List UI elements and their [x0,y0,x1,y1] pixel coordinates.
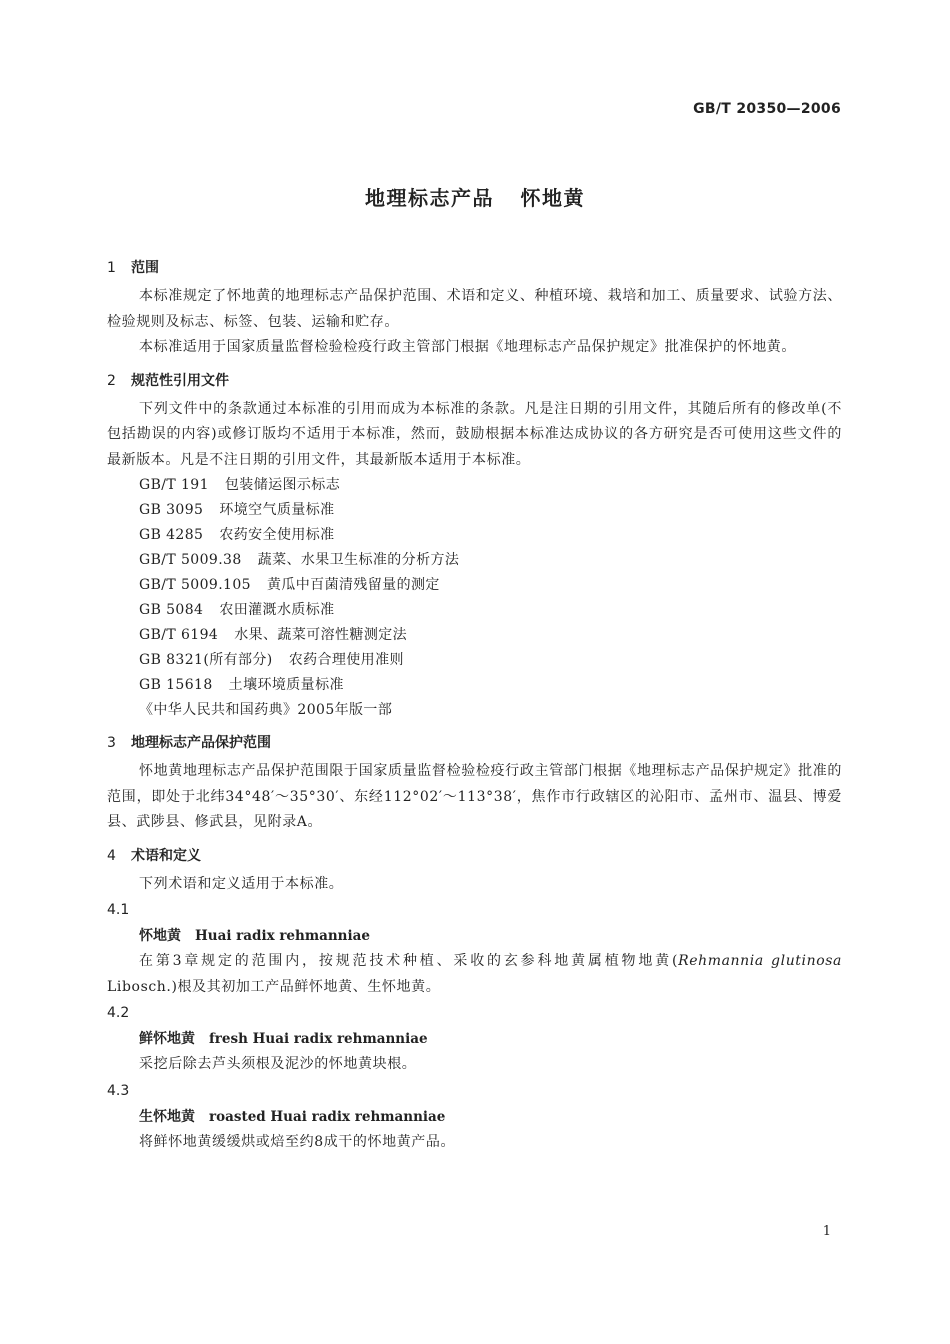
reference-title: 包装储运图示标志 [224,477,341,493]
reference-title: 黄瓜中百菌清残留量的测定 [266,577,440,593]
reference-title: 土壤环境质量标准 [228,677,344,693]
term-english: Huai radix rehmanniae [195,928,370,944]
reference-code: GB 3095 [139,502,204,518]
section-title: 术语和定义 [131,847,201,864]
term-chinese: 鲜怀地黄 [139,1031,195,1047]
reference-title: 《中华人民共和国药典》2005年版一部 [139,702,393,718]
standard-code: GB/T 20350—2006 [693,101,841,117]
term-definition: 将鲜怀地黄缓缓烘或焙至约8成干的怀地黄产品。 [139,1133,456,1150]
reference-item [107,673,842,698]
document-body [107,258,842,1155]
reference-title: 农药安全使用标准 [219,527,335,543]
term-english: roasted Huai radix rehmanniae [209,1108,446,1125]
paragraph: 怀地黄地理标志产品保护范围限于国家质量监督检验检疫行政主管部门根据《地理标志产品保护规定》批准的范围，即处于北纬34°48′～35°30′、东经112°02′～113°38′，焦作市行政辖区的沁阳市、孟州市、温县、博爱县、武陟县、修武县，见附录A。 [107,763,842,830]
subsection-number: 4.2 [107,1005,130,1021]
subsection-number: 4.3 [107,1082,130,1099]
section-heading-4 [107,846,842,866]
reference-code: GB 4285 [139,527,204,543]
reference-item [107,623,842,648]
section-heading-1 [107,258,842,278]
term-definition [107,949,842,1000]
definition-text: 在第3章规定的范围内，按规范技术种植、采收的玄参科地黄属植物地黄( [139,953,679,969]
reference-code: GB 8321(所有部分) [139,652,273,668]
reference-code: GB/T 5009.105 [139,577,251,593]
section-title: 范围 [131,260,159,276]
term-english: fresh Huai radix rehmanniae [209,1031,428,1047]
paragraph: 下列术语和定义适用于本标准。 [139,875,344,892]
paragraph: 本标准规定了怀地黄的地理标志产品保护范围、术语和定义、种植环境、栽培和加工、质量要求、试验方法、检验规则及标志、标签、包装、运输和贮存。 [107,288,842,330]
reference-item [107,648,842,673]
term-entry [107,1104,842,1130]
definition-text: Libosch.)根及其初加工产品鲜怀地黄、生怀地黄。 [107,978,441,995]
reference-title: 蔬菜、水果卫生标准的分析方法 [257,552,460,568]
reference-title: 农田灌溉水质标准 [219,602,335,618]
reference-title: 农药合理使用准则 [288,652,404,668]
reference-item [107,698,842,723]
reference-code: GB/T 5009.38 [139,552,242,568]
subsection-number: 4.1 [107,902,130,918]
term-entry [107,1026,842,1052]
reference-item [107,473,842,498]
reference-code: GB/T 191 [139,477,209,493]
reference-code: GB 15618 [139,677,213,693]
term-chinese: 怀地黄 [139,928,181,944]
section-title: 规范性引用文件 [131,372,229,389]
reference-list [107,473,842,723]
page-number: 1 [822,1224,831,1239]
paragraph: 下列文件中的条款通过本标准的引用而成为本标准的条款。凡是注日期的引用文件，其随后所有的修改单(不包括勘误的内容)或修订版均不适用于本标准，然而，鼓励根据本标准达成协议的各方研究是否可使用这些文件的最新版本。凡是不注日期的引用文件，其最新版本适用于本标准。 [107,400,842,468]
reference-code: GB/T 6194 [139,627,219,643]
reference-title: 水果、蔬菜可溶性糖测定法 [234,627,408,643]
reference-item [107,523,842,548]
section-number: 1 [107,260,116,276]
paragraph: 本标准适用于国家质量监督检验检疫行政主管部门根据《地理标志产品保护规定》批准保护的怀地黄。 [139,339,796,355]
section-number: 2 [107,372,116,389]
latin-name: Rehmannia glutinosa [678,953,842,969]
section-title: 地理标志产品保护范围 [131,735,271,751]
reference-title: 环境空气质量标准 [219,502,335,518]
reference-item [107,598,842,623]
reference-item [107,548,842,573]
term-entry [107,923,842,949]
reference-item [107,573,842,598]
section-heading-3 [107,733,842,753]
document-title: 地理标志产品 怀地黄 [365,186,585,210]
term-chinese: 生怀地黄 [139,1108,195,1125]
section-heading-2 [107,371,842,391]
section-number: 4 [107,847,116,864]
reference-code: GB 5084 [139,602,204,618]
section-number: 3 [107,735,116,751]
term-definition: 采挖后除去芦头须根及泥沙的怀地黄块根。 [139,1056,417,1072]
reference-item [107,498,842,523]
